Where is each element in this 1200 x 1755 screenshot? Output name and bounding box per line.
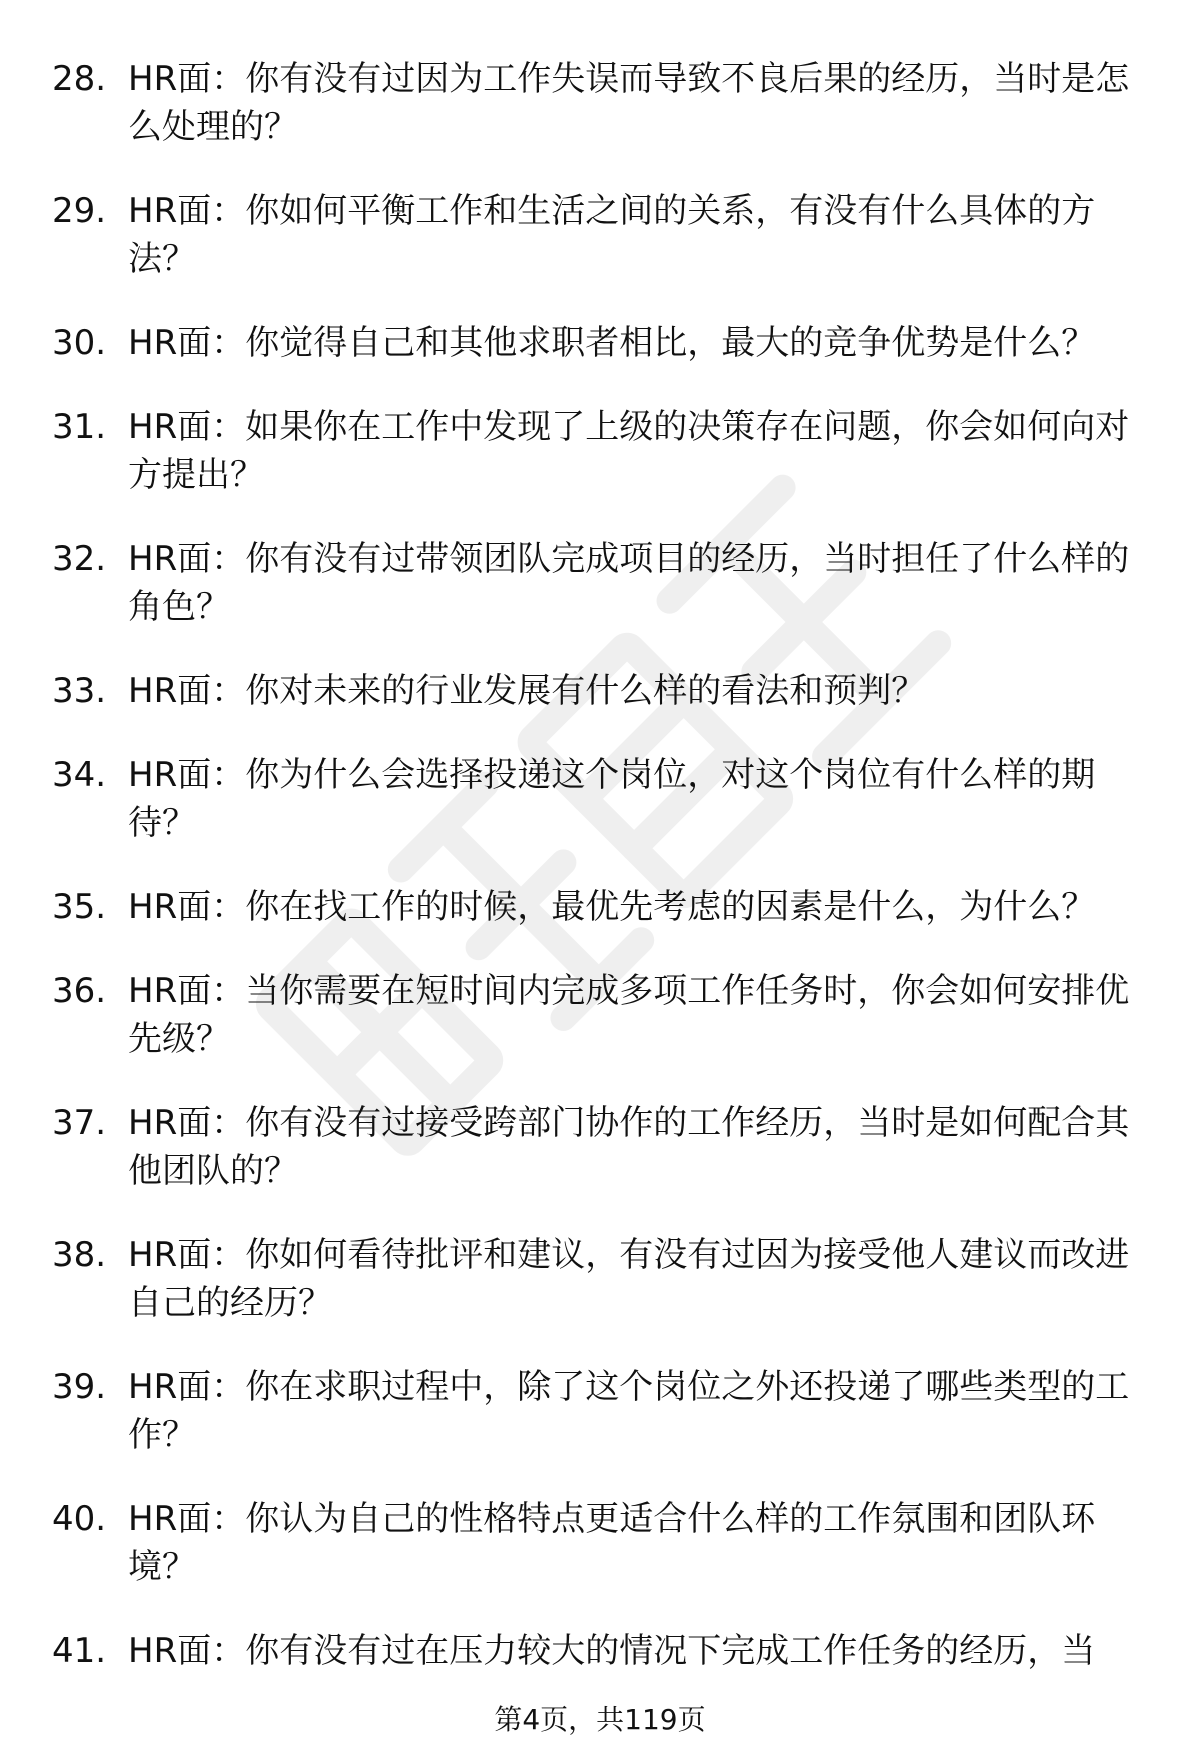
question-text: HR面：当你需要在短时间内完成多项工作任务时，你会如何安排优先级？ [128, 971, 1130, 1059]
question-text: HR面：你对未来的行业发展有什么样的看法和预判？ [128, 671, 926, 711]
question-item [0, 1495, 1200, 1591]
question-number: 37. [52, 1103, 107, 1143]
question-text: HR面：你如何看待批评和建议，有没有过因为接受他人建议而改进自己的经历？ [128, 1235, 1130, 1323]
question-number: 29. [52, 191, 107, 231]
question-text: HR面：你觉得自己和其他求职者相比，最大的竞争优势是什么？ [128, 323, 1096, 363]
question-text: HR面：你在找工作的时候，最优先考虑的因素是什么，为什么？ [128, 887, 1096, 927]
question-item [0, 883, 1200, 931]
question-item [0, 403, 1200, 499]
question-text: HR面：你有没有过在压力较大的情况下完成工作任务的经历，当 [128, 1631, 1096, 1671]
question-text: HR面：如果你在工作中发现了上级的决策存在问题，你会如何向对方提出？ [128, 407, 1130, 495]
question-item [0, 1363, 1200, 1459]
question-text: HR面：你有没有过因为工作失误而导致不良后果的经历，当时是怎么处理的？ [128, 59, 1130, 147]
question-number: 39. [52, 1367, 107, 1407]
question-text: HR面：你如何平衡工作和生活之间的关系，有没有什么具体的方法？ [128, 191, 1096, 279]
question-number: 36. [52, 971, 107, 1011]
question-text: HR面：你在求职过程中，除了这个岗位之外还投递了哪些类型的工作？ [128, 1367, 1130, 1455]
question-number: 41. [52, 1631, 107, 1671]
question-number: 34. [52, 755, 107, 795]
question-text: HR面：你有没有过带领团队完成项目的经历，当时担任了什么样的角色？ [128, 539, 1130, 627]
question-number: 38. [52, 1235, 107, 1275]
question-number: 35. [52, 887, 107, 927]
question-number: 31. [52, 407, 107, 447]
question-number: 28. [52, 59, 107, 99]
question-item [0, 1627, 1200, 1675]
question-item [0, 967, 1200, 1063]
question-item [0, 1231, 1200, 1327]
question-text: HR面：你认为自己的性格特点更适合什么样的工作氛围和团队环境？ [128, 1499, 1096, 1587]
question-number: 32. [52, 539, 107, 579]
question-item [0, 667, 1200, 715]
question-item [0, 187, 1200, 283]
question-item [0, 1099, 1200, 1195]
question-list [0, 55, 1200, 1711]
question-item [0, 751, 1200, 847]
question-item [0, 319, 1200, 367]
question-text: HR面：你有没有过接受跨部门协作的工作经历，当时是如何配合其他团队的？ [128, 1103, 1130, 1191]
question-number: 40. [52, 1499, 107, 1539]
page-number-label: 第4页，共119页 [494, 1703, 706, 1736]
question-item [0, 535, 1200, 631]
question-text: HR面：你为什么会选择投递这个岗位，对这个岗位有什么样的期待？ [128, 755, 1096, 843]
question-item [0, 55, 1200, 151]
question-number: 33. [52, 671, 107, 711]
question-number: 30. [52, 323, 107, 363]
page-footer [0, 1700, 1200, 1740]
